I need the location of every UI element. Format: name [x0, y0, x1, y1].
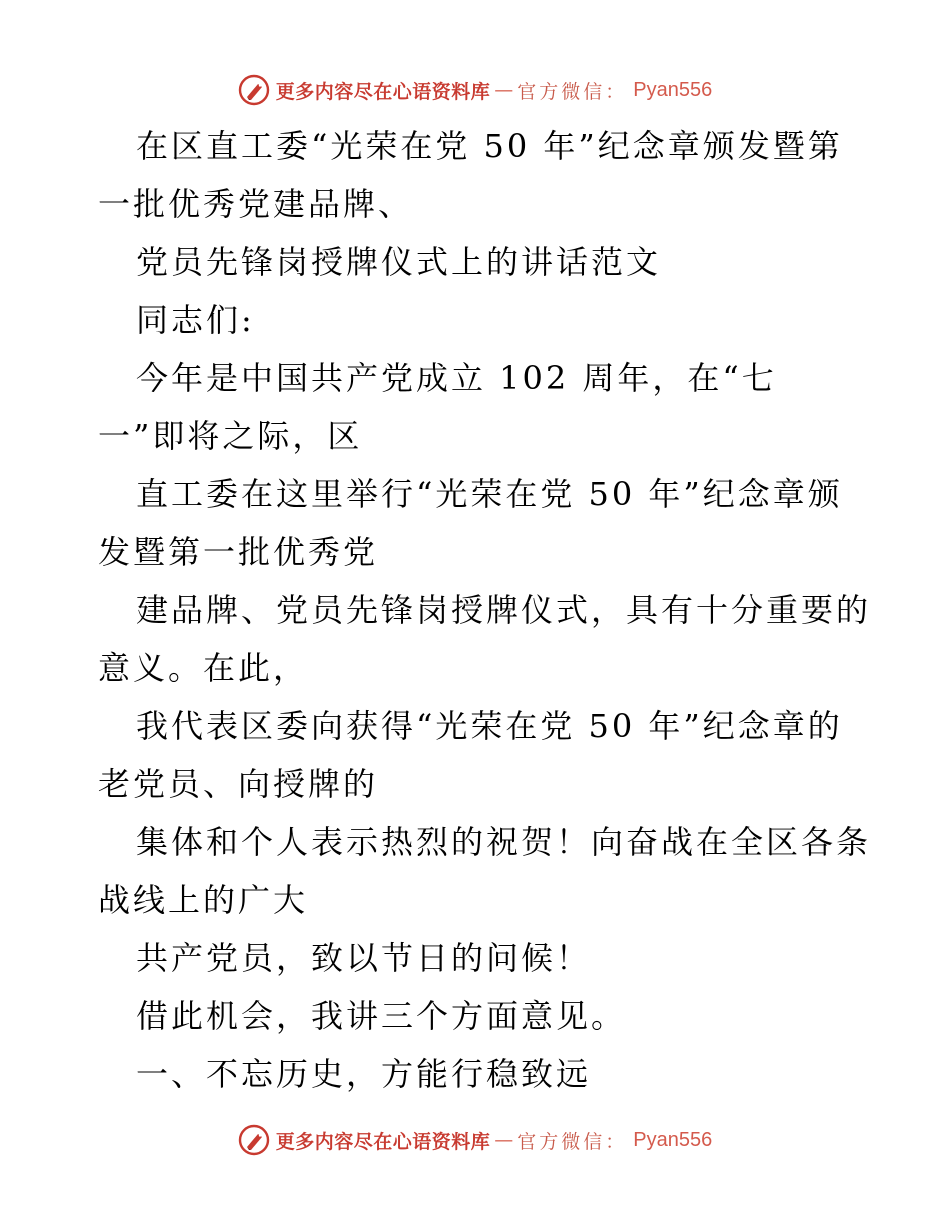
paragraph-line: 借此机会，我讲三个方面意见。	[136, 997, 627, 1035]
paragraph-line: 集体和个人表示热烈的祝贺！向奋战在全区各条	[136, 823, 872, 861]
paragraph-line: 一”即将之际，区	[98, 417, 363, 455]
header-dash: —	[494, 79, 514, 101]
title-line-3: 党员先锋岗授牌仪式上的讲话范文	[136, 243, 662, 281]
pen-logo-icon	[238, 1124, 270, 1156]
footer-wechat-id: Pyan556	[633, 1128, 713, 1151]
paragraph-line: 意义。在此，	[98, 649, 309, 687]
paragraph-line: 发暨第一批优秀党	[98, 533, 379, 571]
header-official-label: 官方微信：	[517, 80, 628, 103]
section-heading-1: 一、不忘历史，方能行稳致远	[136, 1055, 592, 1093]
footer-brand-text: 更多内容尽在心语资料库	[275, 1130, 491, 1153]
footer-dash: —	[494, 1129, 514, 1151]
salutation: 同志们:	[136, 301, 255, 339]
paragraph-line: 我代表区委向获得“光荣在党 50 年”纪念章的	[136, 707, 843, 745]
paragraph-line: 建品牌、党员先锋岗授牌仪式，具有十分重要的	[136, 591, 872, 629]
footer-official-label: 官方微信：	[517, 1130, 628, 1153]
title-line-2: 一批优秀党建品牌、	[98, 185, 414, 223]
paragraph-line: 老党员、向授牌的	[98, 765, 379, 803]
paragraph-line: 战线上的广大	[98, 881, 309, 919]
header-banner	[0, 72, 950, 108]
title-line-1: 在区直工委“光荣在党 50 年”纪念章颁发暨第	[136, 127, 843, 165]
paragraph-line: 共产党员，致以节日的问候！	[136, 939, 592, 977]
footer-banner	[0, 1122, 950, 1158]
header-wechat-id: Pyan556	[633, 78, 713, 101]
header-brand-text: 更多内容尽在心语资料库	[275, 80, 491, 103]
pen-logo-icon	[238, 74, 270, 106]
paragraph-line: 直工委在这里举行“光荣在党 50 年”纪念章颁	[136, 475, 843, 513]
paragraph-line: 今年是中国共产党成立 102 周年，在“七	[136, 359, 777, 397]
